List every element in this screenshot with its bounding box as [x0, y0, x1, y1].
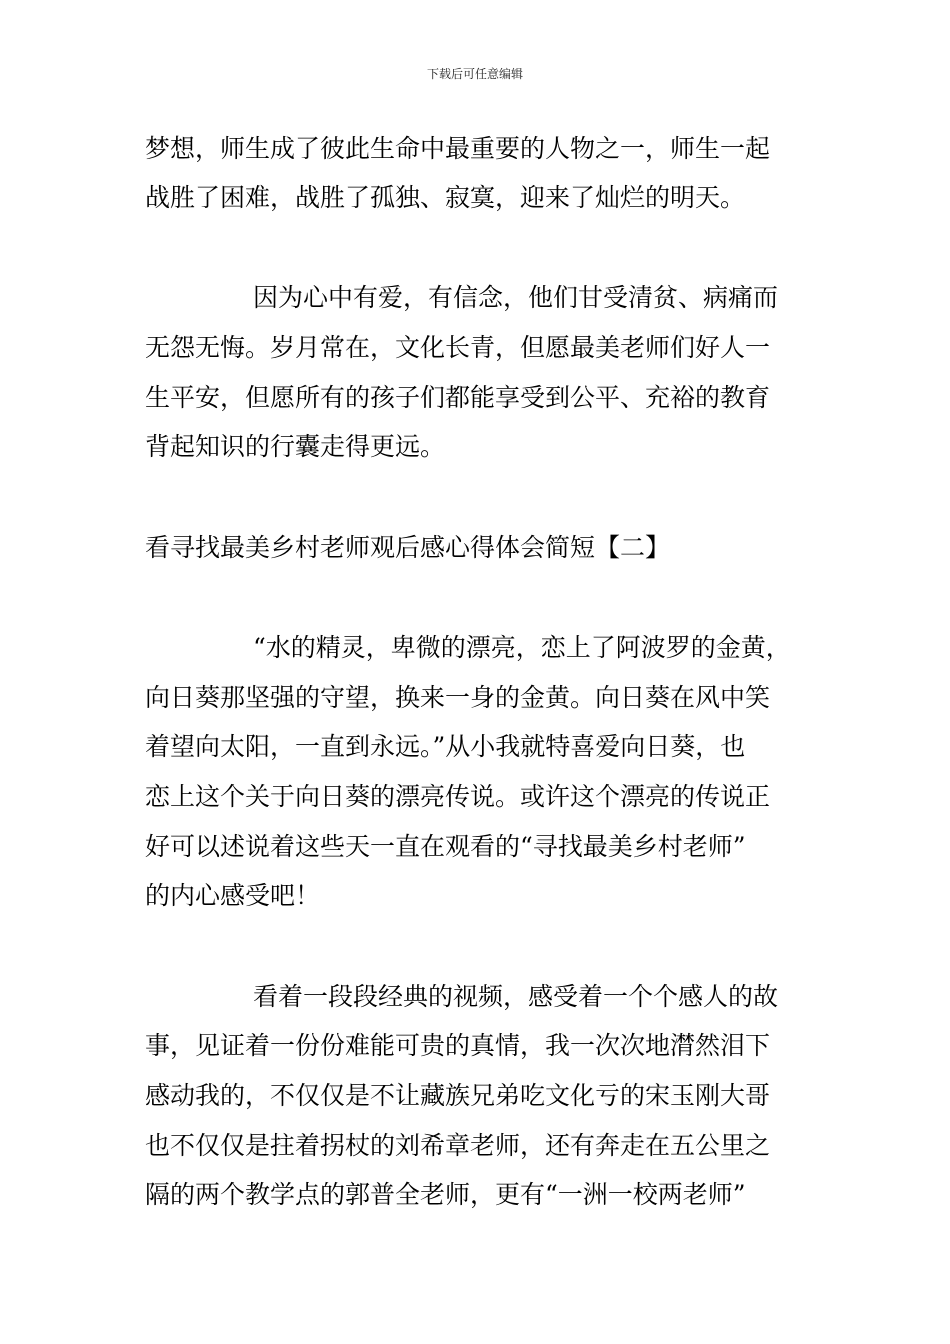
paragraph-4-line-4: 恋上这个关于向日葵的漂亮传说。或许这个漂亮的传说正 [145, 782, 771, 811]
paragraph-2-line-1: 因为心中有爱，有信念，他们甘受清贫、病痛而 [253, 283, 779, 312]
paragraph-5-line-1: 看着一段段经典的视频，感受着一个个感人的故 [253, 982, 779, 1011]
paragraph-1-line-1: 梦想，师生成了彼此生命中最重要的人物之一，师生一起 [145, 134, 771, 163]
paragraph-4-line-1: “水的精灵，卑微的漂亮，恋上了阿波罗的金黄， [253, 633, 791, 662]
page-header: 下载后可任意编辑 [426, 67, 523, 81]
paragraph-4-line-2: 向日葵那坚强的守望，换来一身的金黄。向日葵在风中笑 [145, 683, 771, 712]
paragraph-4-line-6: 的内心感受吧！ [145, 881, 321, 910]
paragraph-2-line-4: 背起知识的行囊走得更远。 [145, 432, 446, 461]
paragraph-5-line-4: 也不仅仅是拄着拐杖的刘希章老师，还有奔走在五公里之 [145, 1131, 771, 1160]
paragraph-5-line-2: 事，见证着一份份难能可贵的真情，我一次次地潸然泪下 [145, 1031, 771, 1060]
paragraph-2-line-2: 无怨无悔。岁月常在，文化长青，但愿最美老师们好人一 [145, 333, 771, 362]
paragraph-1-line-2: 战胜了困难，战胜了孤独、寂寞，迎来了灿烂的明天。 [145, 183, 746, 212]
paragraph-5-line-3: 感动我的，不仅仅是不让藏族兄弟吃文化亏的宋玉刚大哥 [145, 1081, 771, 1110]
section-heading: 看寻找最美乡村老师观后感心得体会简短【二】 [145, 533, 671, 562]
paragraph-4-line-3: 着望向太阳，一直到永远。”从小我就特喜爱向日葵，也 [145, 732, 746, 761]
paragraph-5-line-5: 隔的两个教学点的郭普全老师，更有“一洲一校两老师” [145, 1180, 746, 1209]
paragraph-4-line-5: 好可以述说着这些天一直在观看的“寻找最美乡村老师” [145, 832, 746, 861]
paragraph-2-line-3: 生平安，但愿所有的孩子们都能享受到公平、充裕的教育 [145, 383, 771, 412]
